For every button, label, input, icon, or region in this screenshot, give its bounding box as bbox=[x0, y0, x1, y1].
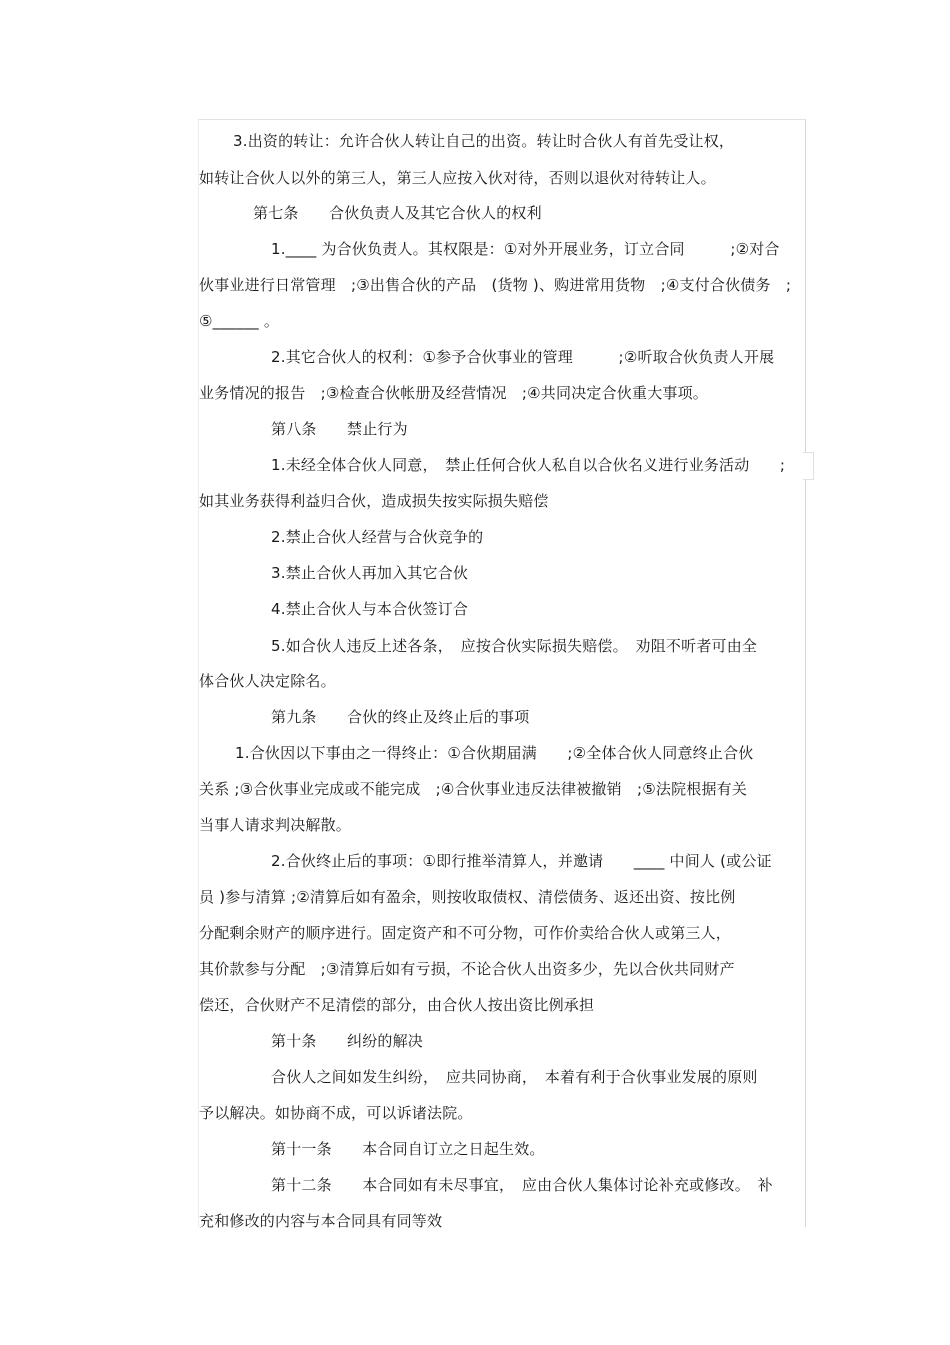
text-line: 3.禁止合伙人再加入其它合伙 bbox=[271, 564, 469, 582]
text-line: 如其业务获得利益归合伙，造成损失按实际损失赔偿 bbox=[199, 492, 549, 510]
text-line: 2.合伙终止后的事项：①即行推举清算人，并邀请 ____ 中间人 (或公证 bbox=[271, 852, 772, 870]
text-line: 分配剩余财产的顺序进行。固定资产和不可分物，可作价卖给合伙人或第三人， bbox=[199, 924, 732, 942]
text-line: 体合伙人决定除名。 bbox=[199, 672, 336, 690]
text-line: 4.禁止合伙人与本合伙签订合 bbox=[271, 600, 469, 618]
text-line: 如转让合伙人以外的第三人，第三人应按入伙对待，否则以退伙对待转让人。 bbox=[199, 169, 716, 187]
text-line: 偿还，合伙财产不足清偿的部分，由合伙人按出资比例承担 bbox=[199, 996, 595, 1014]
text-line: 合伙人之间如发生纠纷， 应共同协商， 本着有利于合伙事业发展的原则 bbox=[271, 1068, 758, 1086]
section-heading: 第十条 纠纷的解决 bbox=[271, 1032, 424, 1050]
section-heading: 第十一条 本合同自订立之日起生效。 bbox=[271, 1140, 545, 1158]
text-line: 予以解决。如协商不成，可以诉诸法院。 bbox=[199, 1104, 473, 1122]
text-line: ⑤______ 。 bbox=[199, 312, 280, 330]
section-heading: 第七条 合伙负责人及其它合伙人的权利 bbox=[253, 204, 542, 222]
text-line: 伙事业进行日常管理 ;③出售合伙的产品 (货物 )、购进常用货物 ;④支付合伙债务 ; bbox=[199, 276, 792, 294]
section-heading: 第九条 合伙的终止及终止后的事项 bbox=[271, 708, 530, 726]
text-line: 员 )参与清算 ;②清算后如有盈余，则按收取债权、清偿债务、返还出资、按比例 bbox=[199, 888, 736, 906]
text-line: 1.未经全体合伙人同意， 禁止任何合伙人私自以合伙名义进行业务活动 ; bbox=[271, 456, 786, 474]
section-heading: 第十二条 本合同如有未尽事宜， 应由合伙人集体讨论补充或修改。 补 bbox=[271, 1176, 773, 1194]
page-edge-marker bbox=[803, 452, 814, 480]
text-line: 2.禁止合伙人经营与合伙竞争的 bbox=[271, 528, 484, 546]
text-line: 关系 ;③合伙事业完成或不能完成 ;④合伙事业违反法律被撤销 ;⑤法院根据有关 bbox=[199, 780, 748, 798]
text-line: 3.出资的转让：允许合伙人转让自己的出资。转让时合伙人有首先受让权， bbox=[233, 132, 735, 150]
section-heading: 第八条 禁止行为 bbox=[271, 420, 408, 438]
text-line: 其价款参与分配 ;③清算后如有亏损，不论合伙人出资多少，先以合伙共同财产 bbox=[199, 960, 735, 978]
text-line: 1.____ 为合伙负责人。其权限是：①对外开展业务，订立合同 ;②对合 bbox=[271, 240, 780, 258]
text-line: 当事人请求判决解散。 bbox=[199, 816, 352, 834]
text-line: 2.其它合伙人的权利：①参予合伙事业的管理 ;②听取合伙负责人开展 bbox=[271, 348, 775, 366]
text-line: 充和修改的内容与本合同具有同等效 bbox=[199, 1212, 443, 1230]
text-line: 1.合伙因以下事由之一得终止：①合伙期届满 ;②全体合伙人同意终止合伙 bbox=[235, 744, 754, 762]
text-line: 5.如合伙人违反上述各条， 应按合伙实际损失赔偿。 劝阻不听者可由全 bbox=[271, 637, 758, 655]
text-line: 业务情况的报告 ;③检查合伙帐册及经营情况 ;④共同决定合伙重大事项。 bbox=[199, 384, 709, 402]
